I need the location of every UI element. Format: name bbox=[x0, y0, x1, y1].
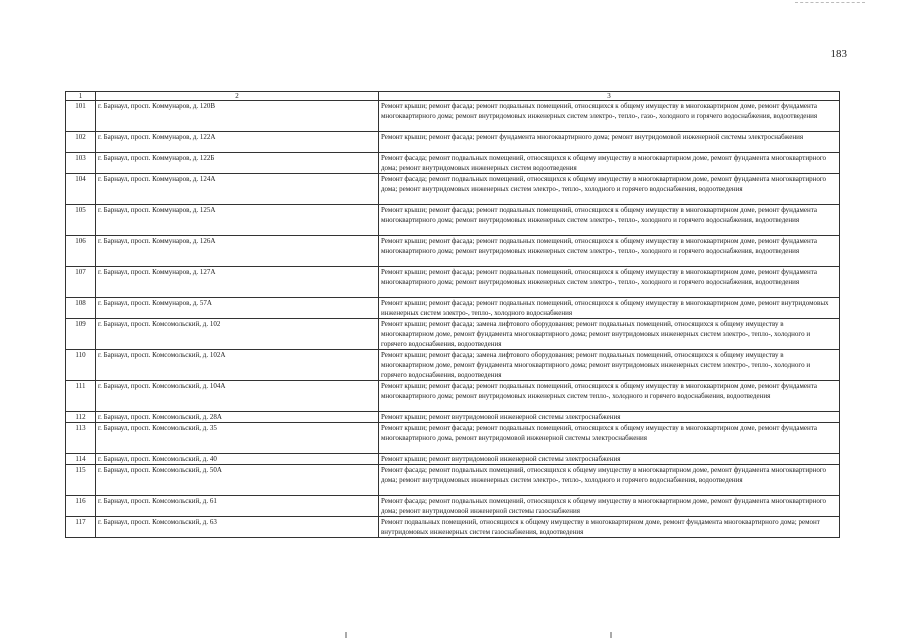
table-row bbox=[66, 101, 840, 132]
table-row bbox=[66, 423, 840, 454]
works-table bbox=[65, 91, 840, 538]
row-works: Ремонт фасада; ремонт подвальных помещений, относящихся к общему имуществу в многоквартирном доме, ремонт фундамента многоквартирного дома; ремонт внутридомовых инженерных систем электро-, тепло-, холодного и горячего водоснабжения, водоотведения bbox=[379, 174, 840, 205]
table-row bbox=[66, 174, 840, 205]
row-number: 117 bbox=[66, 517, 96, 538]
page-number: 183 bbox=[830, 48, 847, 60]
table-row bbox=[66, 381, 840, 412]
row-address: г. Барнаул, просп. Коммунаров, д. 124А bbox=[96, 174, 379, 205]
scan-edge-mark bbox=[795, 2, 865, 3]
row-works: Ремонт крыши; ремонт фасада; ремонт фундамента многоквартирного дома; ремонт внутридомовой инженерной системы электроснабжения bbox=[379, 132, 840, 153]
row-number: 109 bbox=[66, 319, 96, 350]
row-address: г. Барнаул, просп. Коммунаров, д. 57А bbox=[96, 298, 379, 319]
row-number: 105 bbox=[66, 205, 96, 236]
row-number: 111 bbox=[66, 381, 96, 412]
row-works: Ремонт крыши; ремонт внутридомовой инженерной системы электроснабжения bbox=[379, 454, 840, 465]
table-row bbox=[66, 350, 840, 381]
header-col-2: 2 bbox=[96, 92, 379, 101]
table-row bbox=[66, 465, 840, 496]
table-row bbox=[66, 132, 840, 153]
row-address: г. Барнаул, просп. Комсомольский, д. 35 bbox=[96, 423, 379, 454]
table-row bbox=[66, 319, 840, 350]
table-row bbox=[66, 205, 840, 236]
row-works: Ремонт крыши; ремонт фасада; ремонт подвальных помещений, относящихся к общему имуществу в многоквартирном доме, ремонт фундамента многоквартирного дома; ремонт внутридомовых инженерных систем электро-, тепло-, холодного и горячего водоснабжения, водоотведения bbox=[379, 205, 840, 236]
row-works: Ремонт фасада; ремонт подвальных помещений, относящихся к общему имуществу в многоквартирном доме, ремонт фундамента многоквартирного дома; ремонт внутридомовых инженерных систем водоотведения bbox=[379, 153, 840, 174]
row-works: Ремонт крыши; ремонт внутридомовой инженерной системы электроснабжения bbox=[379, 412, 840, 423]
row-number: 102 bbox=[66, 132, 96, 153]
table-row bbox=[66, 517, 840, 538]
row-number: 110 bbox=[66, 350, 96, 381]
row-works: Ремонт крыши; ремонт фасада; ремонт подвальных помещений, относящихся к общему имуществу в многоквартирном доме, ремонт фундамента многоквартирного дома; ремонт внутридомовых инженерных систем электро-, тепло-, газо-, холодного и горячего водоснабжения, водоотведения bbox=[379, 101, 840, 132]
row-address: г. Барнаул, просп. Комсомольский, д. 63 bbox=[96, 517, 379, 538]
row-address: г. Барнаул, просп. Комсомольский, д. 40 bbox=[96, 454, 379, 465]
row-number: 108 bbox=[66, 298, 96, 319]
row-address: г. Барнаул, просп. Коммунаров, д. 120В bbox=[96, 101, 379, 132]
row-works: Ремонт крыши; ремонт фасада; ремонт подвальных помещений, относящихся к общему имуществу в многоквартирном доме, ремонт фундамента многоквартирного дома, ремонт внутридомовой инженерной системы электроснабжения bbox=[379, 423, 840, 454]
table-row bbox=[66, 298, 840, 319]
table-row bbox=[66, 153, 840, 174]
row-number: 106 bbox=[66, 236, 96, 267]
row-works: Ремонт крыши; ремонт фасада; ремонт подвальных помещений, относящихся к общему имуществу в многоквартирном доме, ремонт фундамента многоквартирного дома; ремонт внутридомовых инженерных систем тепло-, холодного и горячего водоснабжения, водоотведения bbox=[379, 381, 840, 412]
row-works: Ремонт фасада; ремонт подвальных помещений, относящихся к общему имуществу в многоквартирном доме, ремонт фундамента многоквартирного дома; ремонт внутридомовых инженерных систем электро-, тепло-, холодного и горячего водоснабжения, водоотведения bbox=[379, 465, 840, 496]
table-header-row bbox=[66, 92, 840, 101]
table-row bbox=[66, 267, 840, 298]
row-number: 116 bbox=[66, 496, 96, 517]
row-number: 113 bbox=[66, 423, 96, 454]
table-row bbox=[66, 236, 840, 267]
table-row bbox=[66, 496, 840, 517]
row-works: Ремонт подвальных помещений, относящихся к общему имуществу в многоквартирном доме, ремонт фундамента многоквартирного дома; ремонт внутридомовых инженерных систем газоснабжения, водоотведения bbox=[379, 517, 840, 538]
scan-artifact bbox=[345, 632, 347, 638]
header-col-1: 1 bbox=[66, 92, 96, 101]
row-address: г. Барнаул, просп. Комсомольский, д. 102А bbox=[96, 350, 379, 381]
header-col-3: 3 bbox=[379, 92, 840, 101]
scan-artifact bbox=[610, 632, 612, 638]
row-works: Ремонт крыши; ремонт фасада; ремонт подвальных помещений, относящихся к общему имуществу в многоквартирном доме, ремонт фундамента многоквартирного дома; ремонт внутридомовых инженерных систем электро-, тепло-, холодного и горячего водоснабжения, водоотведения bbox=[379, 236, 840, 267]
row-address: г. Барнаул, просп. Коммунаров, д. 126А bbox=[96, 236, 379, 267]
row-works: Ремонт крыши; ремонт фасада; замена лифтового оборудования; ремонт подвальных помещений, относящихся к общему имуществу в многоквартирном доме, ремонт фундамента многоквартирного дома; ремонт внутридомовых инженерных систем электро-, тепло-, холодного и горячего водоснабжения, водоотведения bbox=[379, 350, 840, 381]
row-address: г. Барнаул, просп. Коммунаров, д. 125А bbox=[96, 205, 379, 236]
row-address: г. Барнаул, просп. Коммунаров, д. 127А bbox=[96, 267, 379, 298]
row-address: г. Барнаул, просп. Комсомольский, д. 50А bbox=[96, 465, 379, 496]
row-works: Ремонт фасада; ремонт подвальных помещений, относящихся к общему имуществу в многоквартирном доме, ремонт фундамента многоквартирного дома; ремонт внутридомовой инженерной системы газоснабжения bbox=[379, 496, 840, 517]
row-works: Ремонт крыши; ремонт фасада; ремонт подвальных помещений, относящихся к общему имуществу в многоквартирном доме, ремонт фундамента многоквартирного дома; ремонт внутридомовых инженерных систем электро-, тепло-, холодного и горячего водоснабжения, водоотведения bbox=[379, 267, 840, 298]
row-works: Ремонт крыши; ремонт фасада; ремонт подвальных помещений, относящихся к общему имуществу в многоквартирном доме, ремонт внутридомовых инженерных систем электро-, тепло-, холодного водоснабжения bbox=[379, 298, 840, 319]
row-number: 104 bbox=[66, 174, 96, 205]
row-number: 103 bbox=[66, 153, 96, 174]
row-number: 114 bbox=[66, 454, 96, 465]
row-address: г. Барнаул, просп. Комсомольский, д. 28А bbox=[96, 412, 379, 423]
works-table-container bbox=[65, 91, 839, 538]
row-number: 107 bbox=[66, 267, 96, 298]
row-address: г. Барнаул, просп. Комсомольский, д. 104А bbox=[96, 381, 379, 412]
row-number: 115 bbox=[66, 465, 96, 496]
row-address: г. Барнаул, просп. Комсомольский, д. 102 bbox=[96, 319, 379, 350]
row-number: 101 bbox=[66, 101, 96, 132]
table-row bbox=[66, 454, 840, 465]
table-row bbox=[66, 412, 840, 423]
row-works: Ремонт крыши; ремонт фасада; замена лифтового оборудования; ремонт подвальных помещений, относящихся к общему имуществу в многоквартирном доме, ремонт фундамента многоквартирного дома; ремонт внутридомовых инженерных систем электро-, тепло-, холодного и горячего водоснабжения, водоотведения bbox=[379, 319, 840, 350]
row-address: г. Барнаул, просп. Комсомольский, д. 61 bbox=[96, 496, 379, 517]
row-number: 112 bbox=[66, 412, 96, 423]
row-address: г. Барнаул, просп. Коммунаров, д. 122А bbox=[96, 132, 379, 153]
row-address: г. Барнаул, просп. Коммунаров, д. 122Б bbox=[96, 153, 379, 174]
